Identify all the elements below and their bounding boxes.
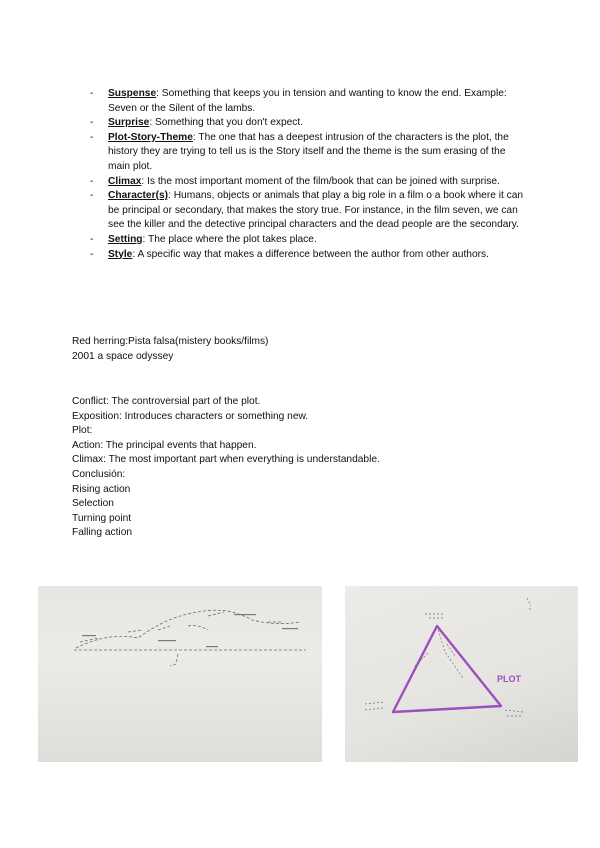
terms-list <box>88 87 528 262</box>
term-definition: : Something that keeps you in tension and wanting to know the end. Example: Seven or the Silent of the lambs. <box>108 88 507 114</box>
note-line: Red herring:Pista falsa(mistery books/films) <box>72 336 269 347</box>
term-item: - Plot-Story-Theme: The one that has a deepest intrusion of the characters is the plot, the history they are trying to tell us is the Story itself and the theme is the sum erasing of the main plot. <box>90 131 509 172</box>
note-line: Conclusión: <box>72 468 126 480</box>
note-line: Turning point <box>72 512 132 524</box>
note-line: Climax: The most important part when everything is understandable. <box>72 454 380 466</box>
term-item: - Setting: The place where the plot takes place. <box>90 233 317 245</box>
plot-label: PLOT <box>497 674 521 684</box>
term-label: Style <box>108 248 133 260</box>
term-item: - Climax: Is the most important moment of the film/book that can be joined with surprise. <box>90 175 500 187</box>
note-line: Conflict: The controversial part of the plot. <box>72 396 261 407</box>
note-line: Selection <box>72 498 114 510</box>
term-label: Climax <box>108 175 142 187</box>
term-label: Plot-Story-Theme <box>108 131 193 143</box>
plot-line-sketch-photo <box>38 586 322 762</box>
term-item: - Surprise: Something that you don't expect. <box>90 117 304 129</box>
note-line: 2001 a space odyssey <box>72 350 174 362</box>
term-label: Surprise <box>108 117 150 129</box>
plot-triangle-sketch-photo <box>345 586 578 762</box>
term-label: Suspense <box>108 88 157 99</box>
term-definition: : Something that you don't expect. <box>149 117 304 129</box>
term-item: - Character(s): Humans, objects or animals that play a big role in a film o a book where it can be principal or secondary, that makes the story true. For instance, in the film seven, we can see the killer and the detective principal characters and the dead people are the secondary. <box>90 190 524 231</box>
term-definition: : A specific way that makes a difference between the author from other authors. <box>132 248 489 260</box>
plot-triangle <box>393 626 501 712</box>
term-item: - Suspense: Something that keeps you in tension and wanting to know the end. Example: Seven or the Silent of the lambs. <box>90 88 507 114</box>
term-definition: : The one that has a deepest intrusion of the characters is the plot, the history they are trying to tell us is the Story itself and the theme is the sum erasing of the main plot. <box>108 131 509 172</box>
term-definition: : Is the most important moment of the film/book that can be joined with surprise. <box>141 175 500 187</box>
note-line: Rising action <box>72 483 131 495</box>
plot-line-sketch <box>38 586 322 762</box>
term-label: Character(s) <box>108 190 169 202</box>
note-line: Exposition: Introduces characters or something new. <box>72 410 309 422</box>
term-definition: : Humans, objects or animals that play a big role in a film o a book where it can be principal or secondary, that makes the story true. For instance, in the film seven, we can see the killer and the detective principal characters and the dead people are the secondary. <box>108 190 524 231</box>
notes-block-1 <box>72 335 268 364</box>
term-definition: : The place where the plot takes place. <box>142 233 317 245</box>
term-label: Setting <box>108 233 143 245</box>
notes-block-2 <box>72 395 380 541</box>
note-line: Plot: <box>72 425 93 437</box>
term-item: - Style: A specific way that makes a difference between the author from other authors. <box>90 248 489 260</box>
note-line: Action: The principal events that happen. <box>72 439 257 451</box>
plot-triangle-sketch <box>345 586 578 762</box>
note-line: Falling action <box>72 527 133 539</box>
